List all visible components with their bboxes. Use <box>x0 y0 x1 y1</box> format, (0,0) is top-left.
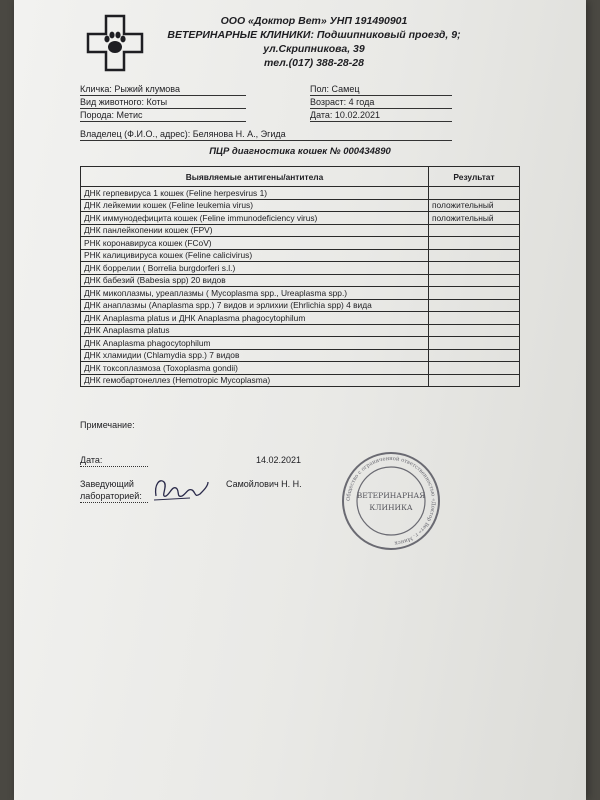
table-row <box>81 249 520 262</box>
stamp-center-line-1: ВЕТЕРИНАРНАЯ <box>356 491 426 500</box>
table-row <box>81 349 520 362</box>
table-header-row <box>81 167 520 187</box>
table-row <box>81 374 520 387</box>
veterinary-cross-logo <box>86 14 144 72</box>
clinic-header <box>164 14 464 70</box>
report-sheet <box>14 0 586 800</box>
antigen-cell: ДНК лейкемии кошек (Feline leukemia virus) <box>81 199 429 212</box>
table-row <box>81 199 520 212</box>
report-date-label: Дата: <box>80 455 103 465</box>
svg-text:Общество с ограниченной ответс <box>345 456 436 546</box>
result-cell <box>429 262 520 275</box>
antigen-cell: ДНК иммунодефицита кошек (Feline immunodeficiency virus) <box>81 212 429 225</box>
report-date-value: 14.02.2021 <box>256 455 302 465</box>
antigen-cell: ДНК микоплазмы, уреаплазмы ( Mycoplasma spp., Ureaplasma spp.) <box>81 287 429 300</box>
clinic-address-line: ВЕТЕРИНАРНЫЕ КЛИНИКИ: Подшипниковый проезд, 9; <box>167 29 461 41</box>
table-row <box>81 312 520 325</box>
head-label-line-2: лабораторией: <box>80 491 142 501</box>
result-cell <box>429 187 520 200</box>
clinic-stamp <box>340 450 442 552</box>
result-cell <box>429 312 520 325</box>
antigen-cell: ДНК боррелии ( Borrelia burgdorferi s.l.) <box>81 262 429 275</box>
antigen-cell: ДНК хламидии (Chlamydia spp.) 7 видов <box>81 349 429 362</box>
table-row <box>81 287 520 300</box>
head-underline <box>80 502 148 503</box>
date-underline <box>80 466 148 467</box>
antigen-cell: ДНК гемобартонеллез (Hemotropic Mycoplasma) <box>81 374 429 387</box>
date-field: Дата: 10.02.2021 <box>310 110 452 120</box>
result-cell <box>429 374 520 387</box>
table-row <box>81 337 520 350</box>
document-title: ПЦР диагностика кошек № 000434890 <box>209 146 391 157</box>
table-row <box>81 187 520 200</box>
result-cell <box>429 324 520 337</box>
table-row <box>81 299 520 312</box>
result-column-header: Результат <box>429 167 520 187</box>
antigen-cell: ДНК Anaplasma platus и ДНК Anaplasma phagocytophilum <box>81 312 429 325</box>
result-cell <box>429 224 520 237</box>
result-cell <box>429 362 520 375</box>
table-row <box>81 324 520 337</box>
result-cell <box>429 337 520 350</box>
antigen-cell: ДНК герпевируса 1 кошек (Feline herpesvirus 1) <box>81 187 429 200</box>
results-table <box>80 166 520 387</box>
result-cell <box>429 349 520 362</box>
table-row <box>81 237 520 250</box>
table-row <box>81 224 520 237</box>
handwritten-signature <box>150 472 210 506</box>
nickname-field: Кличка: Рыжий клумова <box>80 84 246 94</box>
stamp-center-line-2: КЛИНИКА <box>369 503 413 512</box>
antigen-cell: ДНК бабезий (Babesia spp) 20 видов <box>81 274 429 287</box>
antigen-cell: ДНК Anaplasma phagocytophilum <box>81 337 429 350</box>
result-cell <box>429 274 520 287</box>
result-cell: положительный <box>429 199 520 212</box>
antigen-cell: ДНК панлейкопении кошек (FPV) <box>81 224 429 237</box>
result-cell: положительный <box>429 212 520 225</box>
head-label-line-1: Заведующий <box>80 479 134 489</box>
antigen-cell: ДНК Anaplasma platus <box>81 324 429 337</box>
antigen-cell: РНК коронавируса кошек (FCoV) <box>81 237 429 250</box>
note-label: Примечание: <box>80 420 135 430</box>
table-row <box>81 274 520 287</box>
result-cell <box>429 287 520 300</box>
head-name: Самойлович Н. Н. <box>226 479 302 489</box>
table-row <box>81 362 520 375</box>
antigen-cell: РНК калицивируса кошек (Feline calicivirus) <box>81 249 429 262</box>
antigen-cell: ДНК токсоплазмоза (Toxoplasma gondii) <box>81 362 429 375</box>
clinic-phone: тел.(017) 388-28-28 <box>264 57 364 69</box>
antigen-column-header: Выявляемые антигены/антитела <box>81 167 429 187</box>
clinic-address-line-2: ул.Скрипникова, 39 <box>263 43 365 55</box>
age-field: Возраст: 4 года <box>310 97 452 107</box>
clinic-name-line: ООО «Доктор Вет» УНП 191490901 <box>220 15 408 27</box>
breed-field: Порода: Метис <box>80 110 246 120</box>
antigen-cell: ДНК анаплазмы (Anaplasma spp.) 7 видов и эрлихии (Ehrlichia spp) 4 вида <box>81 299 429 312</box>
table-row <box>81 212 520 225</box>
table-row <box>81 262 520 275</box>
result-cell <box>429 299 520 312</box>
result-cell <box>429 249 520 262</box>
stamp-ring-text: Общество с ограниченной ответственностью «Доктор Вет» г. Минск <box>345 455 437 546</box>
result-cell <box>429 237 520 250</box>
sex-field: Пол: Самец <box>310 84 452 94</box>
owner-field: Владелец (Ф.И.О., адрес): Белянова Н. А., Эгида <box>80 129 452 139</box>
species-field: Вид животного: Коты <box>80 97 246 107</box>
